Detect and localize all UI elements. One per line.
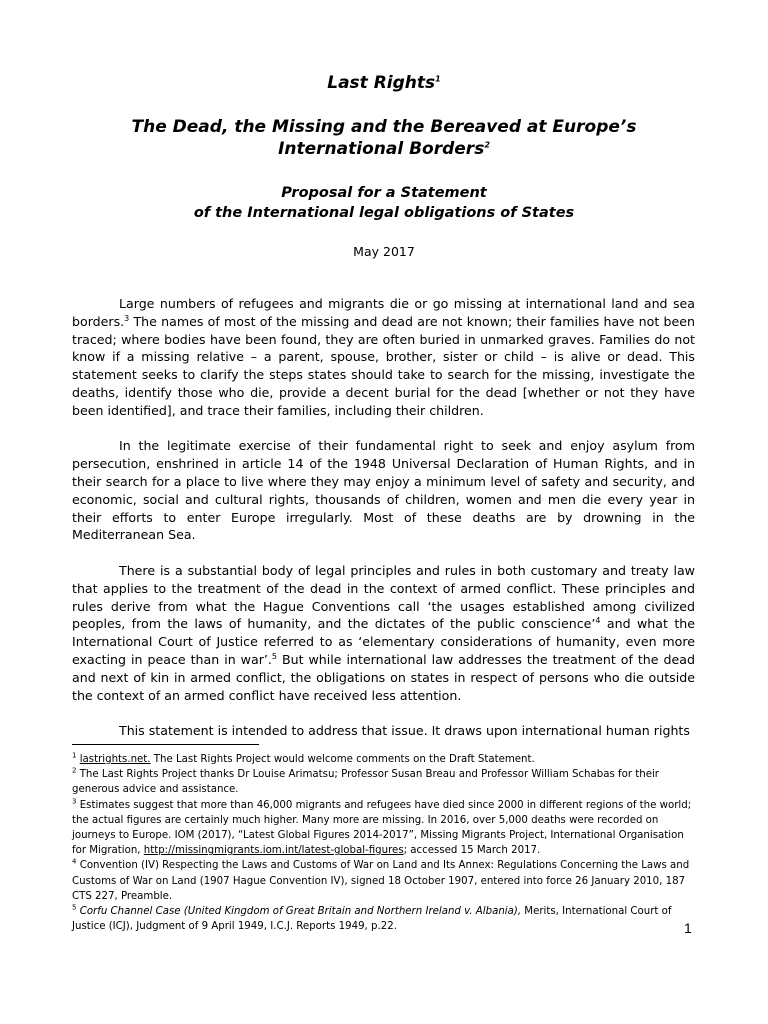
footnote-ref-4[interactable]: 4 — [595, 616, 601, 626]
footnote-ref-3[interactable]: 3 — [124, 313, 130, 323]
proposal-line-1: Proposal for a Statement — [281, 185, 487, 201]
proposal-line-2: of the International legal obligations of States — [193, 205, 575, 221]
title-text: Last Rights — [327, 73, 436, 93]
paragraph-1: Large numbers of refugees and migrants die or go missing at international land and sea borders.$^3$ The names of most of the missing and dead are not known; their families have not been traced; where bodies have been found, they are often buried in unmarked graves. Families do not know if a missing relative – a parent, spouse, brother, sister or child – is alive or dead. This statement seeks to clarify the steps states should take to search for the missing, investigate the deaths, identify those who die, provide a decent burial for the dead [whether or not they have been identified], and trace their families, including their children. — [72, 296, 695, 418]
proposal-heading — [0, 183, 768, 223]
page-number: 1 — [684, 920, 692, 936]
document-date: May 2017 — [353, 244, 415, 259]
footnote-3: $^3$ Estimates suggest that more than 46,000 migrants and refugees have died since 2000 in different regions of the world; the actual figures are certainly much higher. Many more are missing. In 2016, over 5,000 deaths were recorded on journeys to Europe. IOM (2017), “Latest Global Figures 2014-2017”, Missing Migrants Project, International Organisation for Migration, http://missingmigrants.iom.int/latest-global-figures; accessed 15 March 2017. — [72, 797, 692, 857]
footnote-3-link[interactable]: http://missingmigrants.iom.int/latest-global-figures — [143, 845, 404, 857]
paragraph-3: There is a substantial body of legal principles and rules in both customary and treaty law that applies to the treatment of the dead in the context of armed conflict. These principles and rules derive from what the Hague Conventions call ‘the usages established among civilized peoples, from the laws of humanity, and the dictates of the public conscience’$^4$ and what the International Court of Justice referred to as ‘elementary considerations of humanity, even more exacting in peace than in war’.$^5$ But while international law addresses the treatment of the dead and next of kin in armed conflict, the obligations on states in respect of persons who die outside the context of an armed conflict have received less attention. — [72, 562, 696, 703]
footnote-2: $^2$ The Last Rights Project thanks Dr Louise Arimatsu; Professor Susan Breau and Professor William Schabas for their generous advice and assistance. — [72, 766, 659, 796]
footnote-1-link[interactable]: lastrights.net. — [79, 754, 151, 765]
footnote-separator — [72, 744, 259, 745]
document-subtitle — [90, 116, 678, 160]
body-text — [72, 295, 695, 758]
document-title — [0, 73, 768, 93]
footnote-ref-1[interactable]: 1 — [435, 74, 441, 84]
paragraph-4: This statement is intended to address that issue. It draws upon international human rights — [119, 723, 690, 739]
footnote-1: $^1$ lastrights.net. The Last Rights Project would welcome comments on the Draft Statement. — [72, 751, 535, 765]
footnote-ref-2[interactable]: 2 — [484, 140, 490, 150]
paragraph-2: In the legitimate exercise of their fundamental right to seek and enjoy asylum from persecution, enshrined in article 14 of the 1948 Universal Declaration of Human Rights, and in their search for a place to live where they may enjoy a minimum level of safety and security, and economic, social and cultural rights, thousands of children, women and men die every year in their efforts to enter Europe irregularly. Most of these deaths are by drowning in the Mediterranean Sea. — [72, 438, 695, 543]
footnote-5: $^5$ Corfu Channel Case (United Kingdom of Great Britain and Northern Ireland v. Albania), Merits, International Court of Justice (ICJ), Judgment of 9 April 1949, I.C.J. Reports 1949, p.22. — [72, 903, 672, 933]
footnotes — [72, 752, 697, 934]
footnote-ref-5[interactable]: 5 — [271, 651, 277, 661]
footnote-4: $^4$ Convention (IV) Respecting the Laws and Customs of War on Land and Its Annex: Regulations Concerning the Laws and Customs of War on Land (1907 Hague Convention IV), signed 18 October 1907, entered into force 26 January 2010, 187 CTS 227, Preamble. — [72, 858, 690, 902]
subtitle-text: The Dead, the Missing and the Bereaved at Europe’s International Borders — [131, 117, 637, 159]
